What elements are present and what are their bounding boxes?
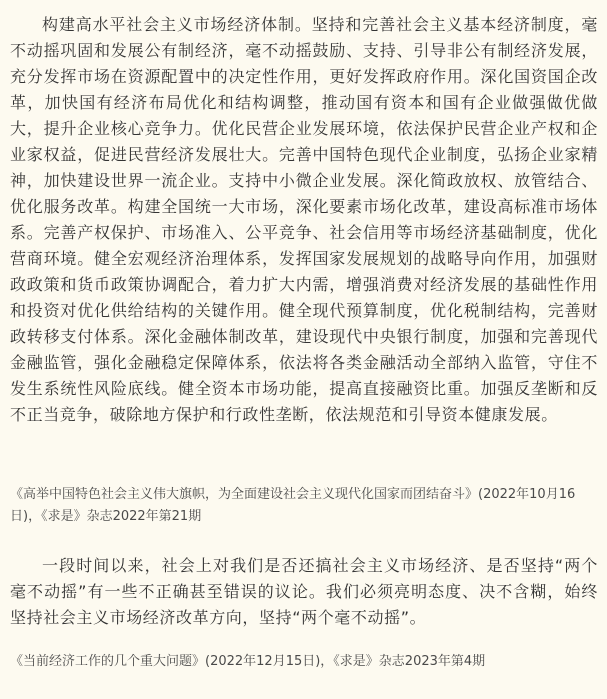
quote-source-2: 《当前经济工作的几个重大问题》(2022年12月15日)，《求是》杂志2023年第4期	[10, 654, 486, 669]
quote-paragraph-2: 一段时间以来，社会上对我们是否还搞社会主义市场经济、是否坚持“两个毫不动摇”有一些不正确甚至错误的议论。我们必须亮明态度、决不含糊，始终坚持社会主义市场经济改革方向，坚持“两个毫不动摇”。	[10, 556, 598, 627]
quote-source-1: 《高举中国特色社会主义伟大旗帜，为全面建设社会主义现代化国家而团结奋斗》(2022年10月16日)，《求是》杂志2022年第21期	[10, 487, 576, 524]
quote-paragraph-1: 构建高水平社会主义市场经济体制。坚持和完善社会主义基本经济制度，毫不动摇巩固和发展公有制经济，毫不动摇鼓励、支持、引导非公有制经济发展，充分发挥市场在资源配置中的决定性作用，更好发挥政府作用。深化国资国企改革，加快国有经济布局优化和结构调整，推动国有资本和国有企业做强做优做大，提升企业核心竞争力。优化民营企业发展环境，依法保护民营企业产权和企业家权益，促进民营经济发展壮大。完善中国特色现代企业制度，弘扬企业家精神，加快建设世界一流企业。支持中小微企业发展。深化简政放权、放管结合、优化服务改革。构建全国统一大市场，深化要素市场化改革，建设高标准市场体系。完善产权保护、市场准入、公平竞争、社会信用等市场经济基础制度，优化营商环境。健全宏观经济治理体系，发挥国家发展规划的战略导向作用，加强财政政策和货币政策协调配合，着力扩大内需，增强消费对经济发展的基础性作用和投资对优化供给结构的关键作用。健全现代预算制度，优化税制结构，完善财政转移支付体系。深化金融体制改革，建设现代中央银行制度，加强和完善现代金融监管，强化金融稳定保障体系，依法将各类金融活动全部纳入监管，守住不发生系统性风险底线。健全资本市场功能，提高直接融资比重。加强反垄断和反不正当竞争，破除地方保护和行政性垄断，依法规范和引导资本健康发展。	[10, 15, 598, 424]
